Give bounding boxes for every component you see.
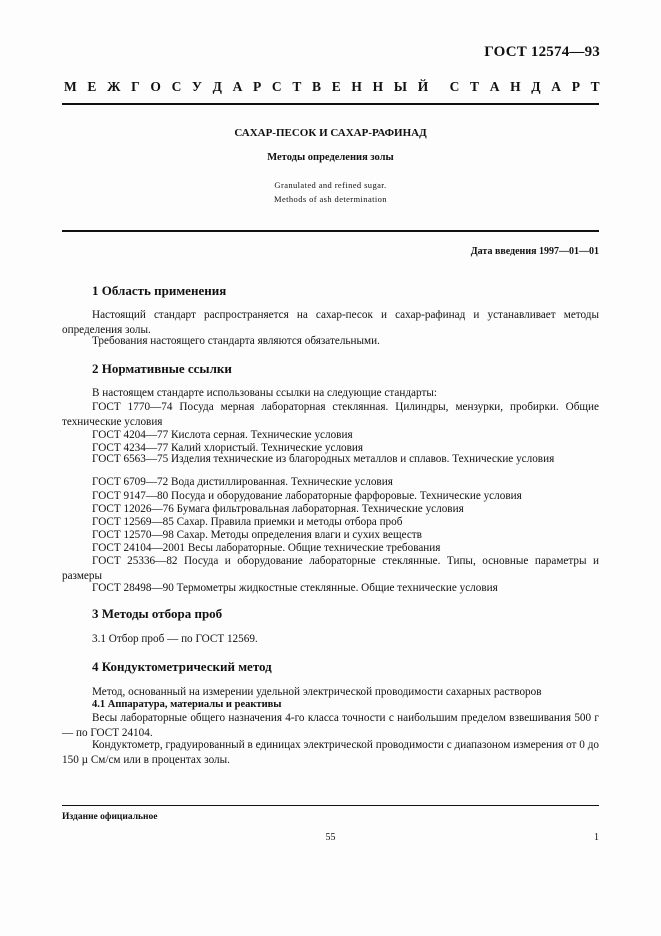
banner-letter: Т [292,79,302,94]
section-4-paragraph-3: Кондуктометр, градуированный в единицах электрической проводимости с диапазоном измерения от 0 до 150 µ См/см или в процентах золы. [62,739,599,766]
reference-item: ГОСТ 12570—98 Сахар. Методы определения влаги и сухих веществ [92,529,422,541]
document-subtitle: Методы определения золы [267,152,394,163]
banner-letter: С [271,79,282,94]
reference-item: ГОСТ 4204—77 Кислота серная. Технические условия [92,429,353,441]
section-4-paragraph-2: Весы лабораторные общего назначения 4-го класса точности с наибольшим пределом взвешивания 500 г — по ГОСТ 24104. [62,712,599,739]
reference-item: ГОСТ 24104—2001 Весы лабораторные. Общие технические требования [92,542,441,554]
banner-letter: М [64,79,77,94]
banner-letter: Р [253,79,262,94]
sheet-number: 1 [594,832,599,843]
section-3-paragraph-1: 3.1 Отбор проб — по ГОСТ 12569. [92,633,258,645]
banner-letter: У [192,79,202,94]
footer-rule [62,805,599,806]
banner-letter: Ы [393,79,408,94]
english-title-line-2: Methods of ash determination [274,194,387,204]
banner-letter: Н [372,79,384,94]
top-rule [62,103,599,105]
reference-item: ГОСТ 25336—82 Посуда и оборудование лабораторные стеклянные. Типы, основные параметры и размеры [62,555,599,582]
reference-item: ГОСТ 4234—77 Калий хлористый. Технические условия [92,442,364,454]
reference-item: ГОСТ 1770—74 Посуда мерная лабораторная стеклянная. Цилиндры, мензурки, пробирки. Общие технические условия [62,401,599,428]
banner-letter: В [312,79,322,94]
reference-item: ГОСТ 6563—75 Изделия технические из благородных металлов и сплавов. Технические условия [92,453,555,465]
english-title-line-1: Granulated and refined sugar. [274,180,387,190]
banner-letter: О [150,79,161,94]
banner-letter: А [232,79,243,94]
banner-letter: Д [531,79,541,94]
banner-letter: Т [470,79,480,94]
document-code: ГОСТ 12574—93 [484,44,600,60]
section-4-heading: 4 Кондуктометрический метод [92,659,272,674]
section-2-intro: В настоящем стандарте использованы ссылки на следующие стандарты: [92,387,437,399]
banner-letter: Г [131,79,140,94]
banner-letter: А [551,79,562,94]
reference-item: ГОСТ 12569—85 Сахар. Правила приемки и методы отбора проб [92,516,403,528]
banner-letter: Р [571,79,580,94]
banner-letter: Н [510,79,521,94]
banner-letter: С [171,79,182,94]
reference-item: ГОСТ 6709—72 Вода дистиллированная. Технические условия [92,476,393,488]
banner-letter: Д [212,79,222,94]
interstate-standard-banner [64,79,600,95]
introduction-date: Дата введения 1997—01—01 [470,246,599,257]
section-1-paragraph-1: Настоящий стандарт распространяется на сахар-песок и сахар-рафинад и устанавливает методы определения золы. [62,309,599,336]
section-1-paragraph-2: Требования настоящего стандарта являются обязательными. [92,335,380,347]
title-rule [62,230,599,232]
reference-item: ГОСТ 9147—80 Посуда и оборудование лабораторные фарфоровые. Технические условия [92,490,522,502]
reference-item: ГОСТ 12026—76 Бумага фильтровальная лабораторная. Технические условия [92,503,464,515]
section-3-heading: 3 Методы отбора проб [92,606,223,621]
banner-letter: Е [331,79,341,94]
banner-letter: Ж [107,79,121,94]
reference-item: ГОСТ 28498—90 Термометры жидкостные стеклянные. Общие технические условия [92,582,498,594]
banner-letter: Й [417,79,429,94]
section-4-1-heading: 4.1 Аппаратура, материалы и реактивы [92,699,282,710]
banner-letter: А [489,79,500,94]
banner-letter: Е [87,79,97,94]
section-4-paragraph-1: Метод, основанный на измерении удельной электрической проводимости сахарных растворов [92,686,542,698]
page-number: 55 [325,832,336,843]
banner-letter: Т [590,79,600,94]
section-2-heading: 2 Нормативные ссылки [92,361,232,376]
banner-letter: Н [351,79,362,94]
document-title: САХАР-ПЕСОК И САХАР-РАФИНАД [234,127,427,139]
banner-letter: С [449,79,460,94]
section-1-heading: 1 Область применения [92,283,227,298]
official-edition-label: Издание официальное [62,812,158,822]
